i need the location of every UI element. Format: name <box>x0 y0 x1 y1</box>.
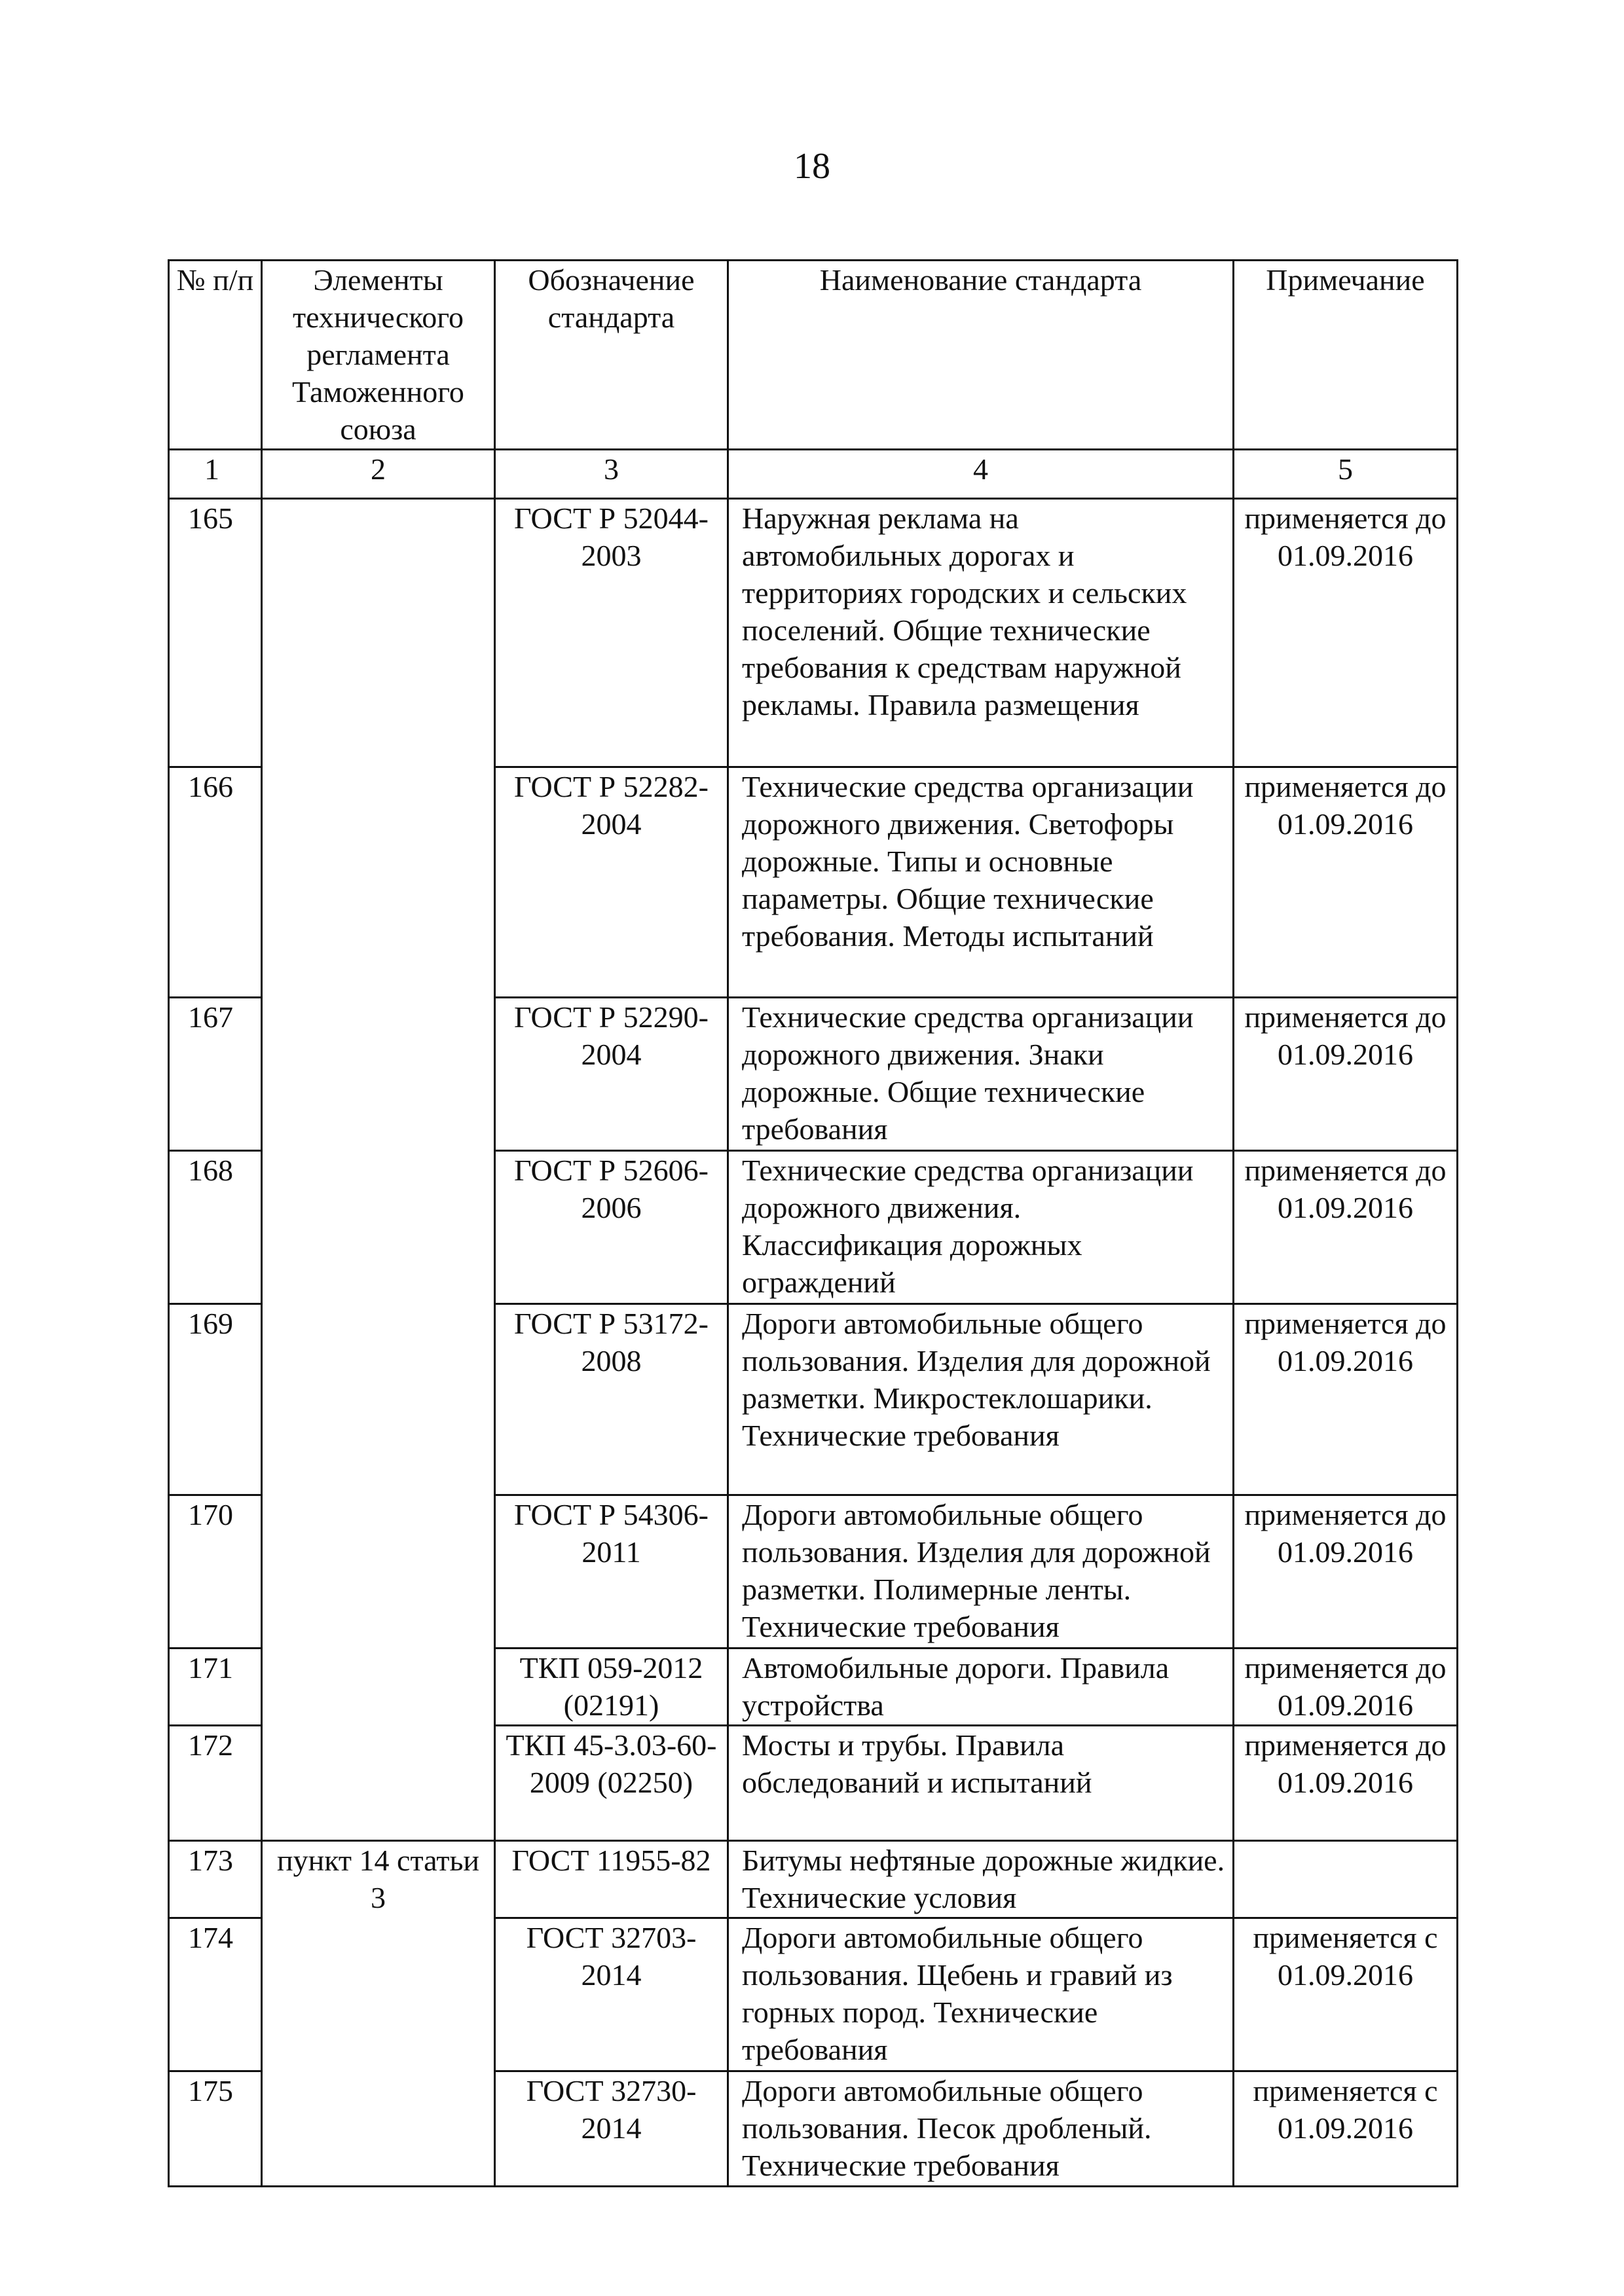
page-number: 18 <box>794 146 830 187</box>
column-number: 1 <box>169 450 262 499</box>
standard-note <box>1234 1841 1458 1918</box>
element-cell <box>262 499 495 1841</box>
standard-note: применяется с 01.09.2016 <box>1234 2071 1458 2187</box>
standard-name: Дороги автомобильные общего пользования. Песок дробленый. Технические требования <box>728 2071 1234 2187</box>
standard-designation: ГОСТ Р 53172-2008 <box>495 1304 728 1495</box>
column-number-row <box>169 450 1458 499</box>
standard-designation: ГОСТ 11955-82 <box>495 1841 728 1918</box>
standard-designation: ГОСТ Р 52282-2004 <box>495 767 728 998</box>
standard-designation: ГОСТ Р 54306-2011 <box>495 1495 728 1649</box>
standard-note: применяется до 01.09.2016 <box>1234 1304 1458 1495</box>
header-elements: Элементы технического регламента Таможенного союза <box>262 261 495 450</box>
standard-name: Технические средства организации дорожного движения. Классификация дорожных ограждений <box>728 1151 1234 1304</box>
column-number: 4 <box>728 450 1234 499</box>
row-number: 174 <box>169 1918 262 2071</box>
standard-name: Наружная реклама на автомобильных дорогах и территориях городских и сельских поселений. Общие технические требования к средствам наружной рекламы. Правила размещения <box>728 499 1234 767</box>
row-number: 168 <box>169 1151 262 1304</box>
standard-designation: ТКП 059-2012 (02191) <box>495 1649 728 1726</box>
standard-designation: ГОСТ Р 52606-2006 <box>495 1151 728 1304</box>
standard-name: Дороги автомобильные общего пользования. Изделия для дорожной разметки. Микростеклошарики. Технические требования <box>728 1304 1234 1495</box>
row-number: 175 <box>169 2071 262 2187</box>
column-number: 2 <box>262 450 495 499</box>
standard-designation: ГОСТ Р 52290-2004 <box>495 998 728 1151</box>
header-name: Наименование стандарта <box>728 261 1234 450</box>
standard-name: Дороги автомобильные общего пользования. Щебень и гравий из горных пород. Технические требования <box>728 1918 1234 2071</box>
standard-note: применяется до 01.09.2016 <box>1234 1495 1458 1649</box>
header-designation: Обозначение стандарта <box>495 261 728 450</box>
row-number: 166 <box>169 767 262 998</box>
header-num: № п/п <box>169 261 262 450</box>
standard-note: применяется до 01.09.2016 <box>1234 1726 1458 1841</box>
row-number: 167 <box>169 998 262 1151</box>
row-number: 172 <box>169 1726 262 1841</box>
standard-note: применяется до 01.09.2016 <box>1234 1649 1458 1726</box>
row-number: 173 <box>169 1841 262 1918</box>
row-number: 169 <box>169 1304 262 1495</box>
standard-note: применяется до 01.09.2016 <box>1234 998 1458 1151</box>
standard-note: применяется до 01.09.2016 <box>1234 767 1458 998</box>
row-number: 171 <box>169 1649 262 1726</box>
table-row <box>169 499 1458 767</box>
table-header-row <box>169 261 1458 450</box>
row-number: 170 <box>169 1495 262 1649</box>
column-number: 3 <box>495 450 728 499</box>
standard-note: применяется с 01.09.2016 <box>1234 1918 1458 2071</box>
standard-name: Дороги автомобильные общего пользования. Изделия для дорожной разметки. Полимерные ленты. Технические требования <box>728 1495 1234 1649</box>
standard-designation: ГОСТ 32703-2014 <box>495 1918 728 2071</box>
standard-note: применяется до 01.09.2016 <box>1234 499 1458 767</box>
standard-designation: ГОСТ 32730-2014 <box>495 2071 728 2187</box>
standard-name: Мосты и трубы. Правила обследований и испытаний <box>728 1726 1234 1841</box>
standard-designation: ГОСТ Р 52044-2003 <box>495 499 728 767</box>
standard-name: Технические средства организации дорожного движения. Светофоры дорожные. Типы и основные параметры. Общие технические требования. Методы испытаний <box>728 767 1234 998</box>
standard-designation: ТКП 45-3.03-60-2009 (02250) <box>495 1726 728 1841</box>
standard-note: применяется до 01.09.2016 <box>1234 1151 1458 1304</box>
header-note: Примечание <box>1234 261 1458 450</box>
standard-name: Технические средства организации дорожного движения. Знаки дорожные. Общие технические требования <box>728 998 1234 1151</box>
standard-name: Битумы нефтяные дорожные жидкие. Технические условия <box>728 1841 1234 1918</box>
standards-table <box>168 259 1458 2187</box>
standard-name: Автомобильные дороги. Правила устройства <box>728 1649 1234 1726</box>
element-cell: пункт 14 статьи 3 <box>262 1841 495 2187</box>
table-row <box>169 1841 1458 1918</box>
column-number: 5 <box>1234 450 1458 499</box>
row-number: 165 <box>169 499 262 767</box>
